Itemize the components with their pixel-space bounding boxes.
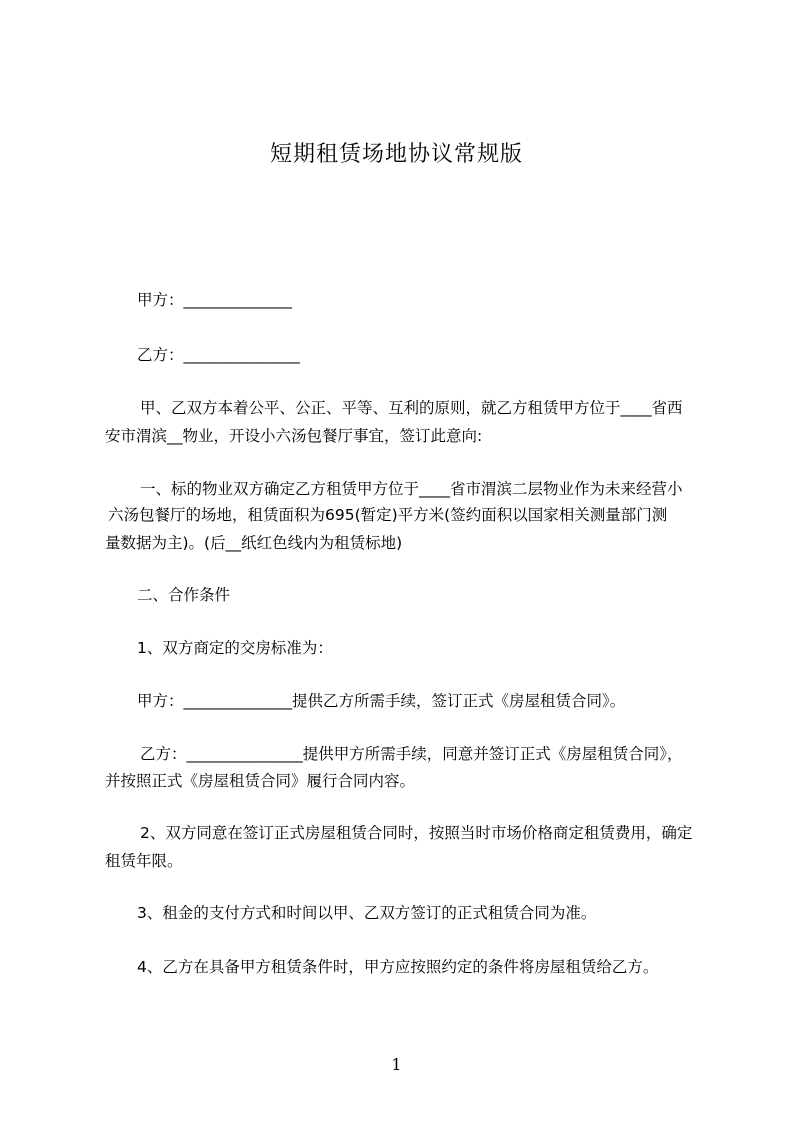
item-1-party-b-line-1: 乙方：_______________提供甲方所需手续，同意并签订正式《房屋租赁合同》， [140,745,683,763]
intro-line-1: 甲、乙双方本着公平、公正、平等、互利的原则，就乙方租赁甲方位于____省西 [140,399,683,417]
section-2-heading: 二、合作条件 [137,586,231,604]
party-a-line: 甲方：______________ [137,291,293,309]
intro-line-2: 安市渭滨__物业，开设小六汤包餐厅事宜，签订此意向: [105,427,483,445]
clause-1-line-2: 六汤包餐厅的场地，租赁面积为695(暂定)平方米(签约面积以国家相关测量部门测 [108,506,668,524]
page-number: 1 [391,1055,402,1074]
item-1-party-a: 甲方：______________提供乙方所需手续，签订正式《房屋租赁合同》。 [137,692,626,710]
item-4: 4、乙方在具备甲方租赁条件时，甲方应按照约定的条件将房屋租赁给乙方。 [137,958,659,976]
item-1: 1、双方商定的交房标准为： [137,639,333,657]
clause-1-line-3: 量数据为主)。(后__纸红色线内为租赁标地) [105,534,403,552]
party-b-line: 乙方：_______________ [137,346,300,364]
item-3: 3、租金的支付方式和时间以甲、乙双方签订的正式租赁合同为准。 [137,904,597,922]
document-title: 短期租赁场地协议常规版 [269,142,523,167]
item-1-party-b-line-2: 并按照正式《房屋租赁合同》履行合同内容。 [105,772,416,790]
item-2-line-1: 2、双方同意在签订正式房屋租赁合同时，按照当时市场价格商定租赁费用，确定 [140,824,693,842]
item-2-line-2: 租赁年限。 [105,852,183,870]
clause-1-line-1: 一、标的物业双方确定乙方租赁甲方位于____省市渭滨二层物业作为未来经营小 [140,480,683,498]
